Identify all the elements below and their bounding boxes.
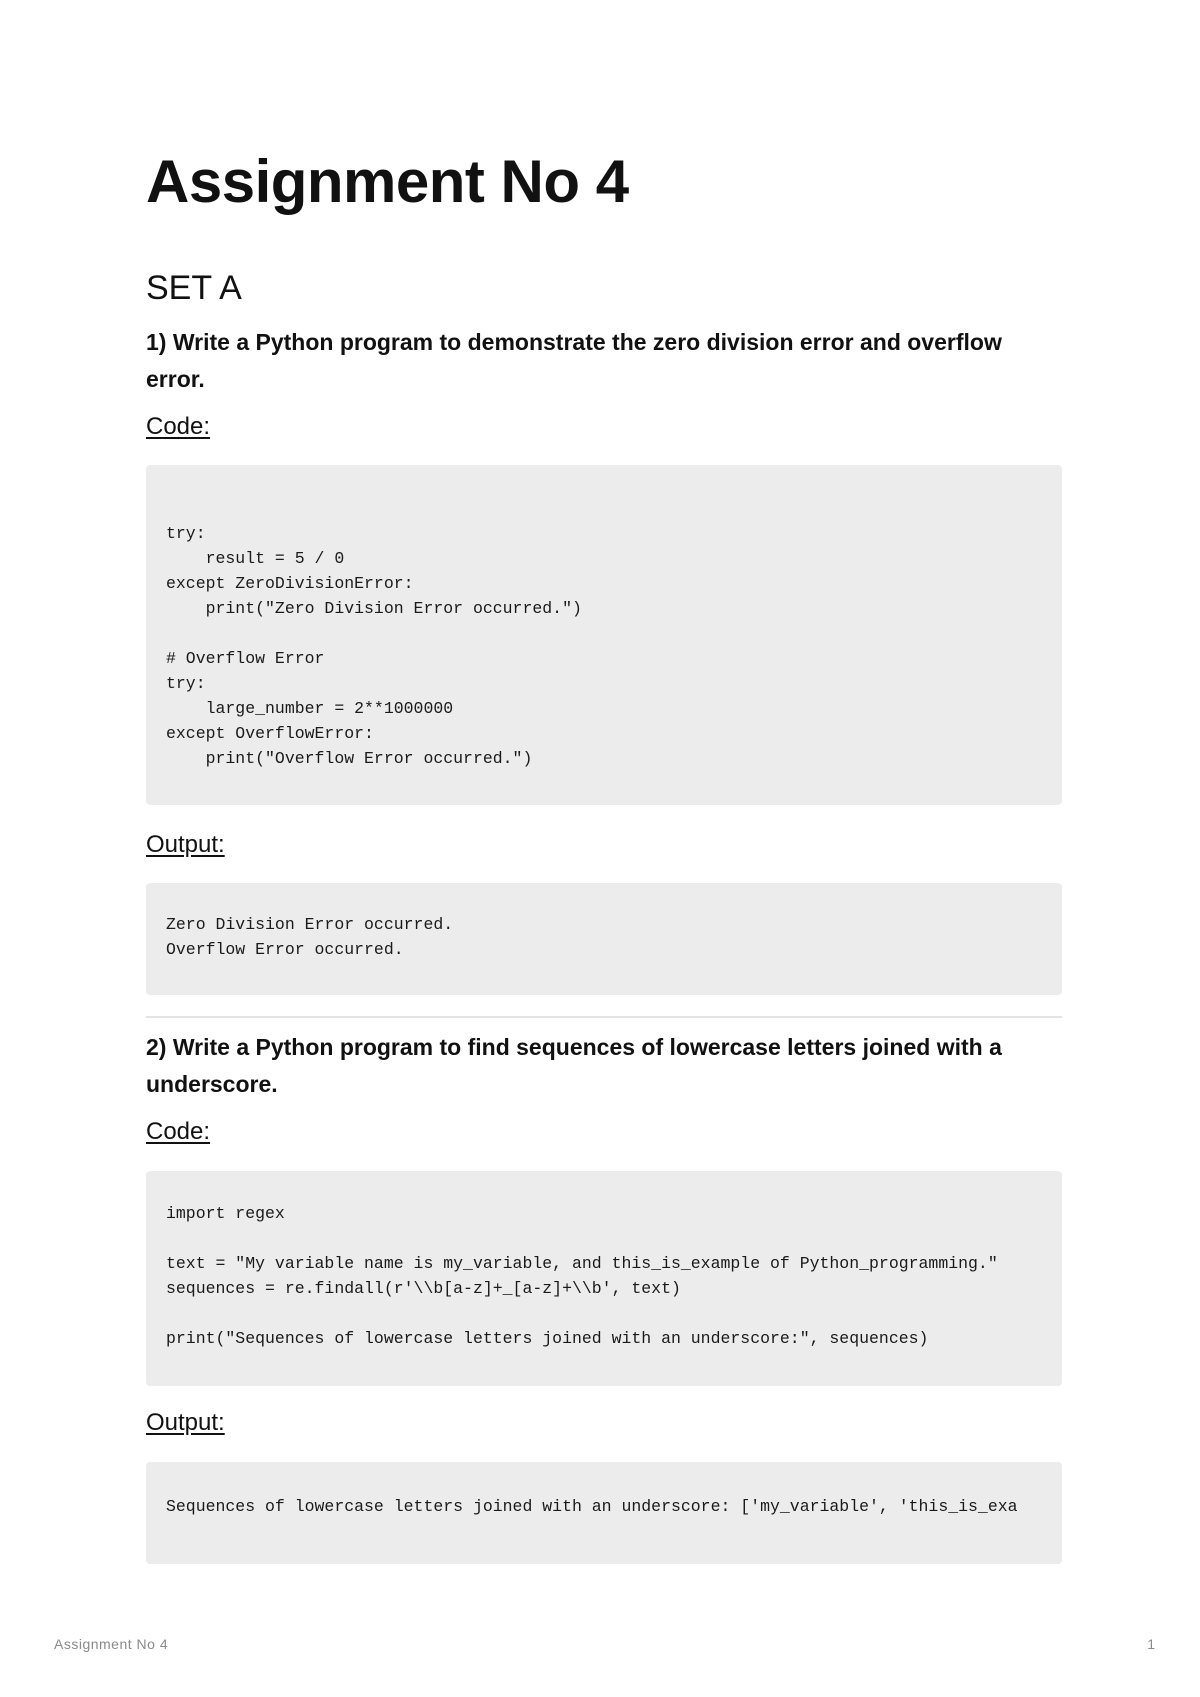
section-divider: [146, 1016, 1062, 1018]
question-1-code: try: result = 5 / 0 except ZeroDivisionError: print("Zero Division Error occurred.") # Overflow Error try: large_number = 2**1000000 except OverflowError: print("Overflow Error occurred."): [166, 524, 582, 768]
question-1-code-block: [146, 465, 1062, 805]
question-1-text: 1) Write a Python program to demonstrate the zero division error and overflow error.: [146, 329, 1002, 392]
question-2-output-block: [146, 1462, 1062, 1564]
question-1-output: Zero Division Error occurred. Overflow Error occurred.: [166, 915, 454, 959]
question-1-output-block: [146, 883, 1062, 995]
question-1-output-label: Output:: [146, 831, 225, 858]
footer-document-title: Assignment No 4: [54, 1636, 169, 1652]
document-title: Assignment No 4: [146, 148, 629, 215]
question-2-code: import regex text = "My variable name is my_variable, and this_is_example of Python_programming." sequences = re.findall(r'\\b[a-z]+_[a-z]+\\b', text) print("Sequences of lowercase letters joined with an underscore:", sequences): [166, 1204, 998, 1348]
question-2-output: Sequences of lowercase letters joined with an underscore: ['my_variable', 'this_is_exa: [166, 1497, 1018, 1516]
question-2-output-label: Output:: [146, 1409, 225, 1436]
set-heading: SET A: [146, 269, 242, 307]
question-2-code-label: Code:: [146, 1118, 211, 1145]
footer-page-number: 1: [1147, 1636, 1155, 1652]
question-1-code-label: Code:: [146, 413, 211, 440]
question-2-text: 2) Write a Python program to find sequences of lowercase letters joined with a underscore.: [146, 1034, 1002, 1097]
question-2-code-block: [146, 1171, 1062, 1386]
